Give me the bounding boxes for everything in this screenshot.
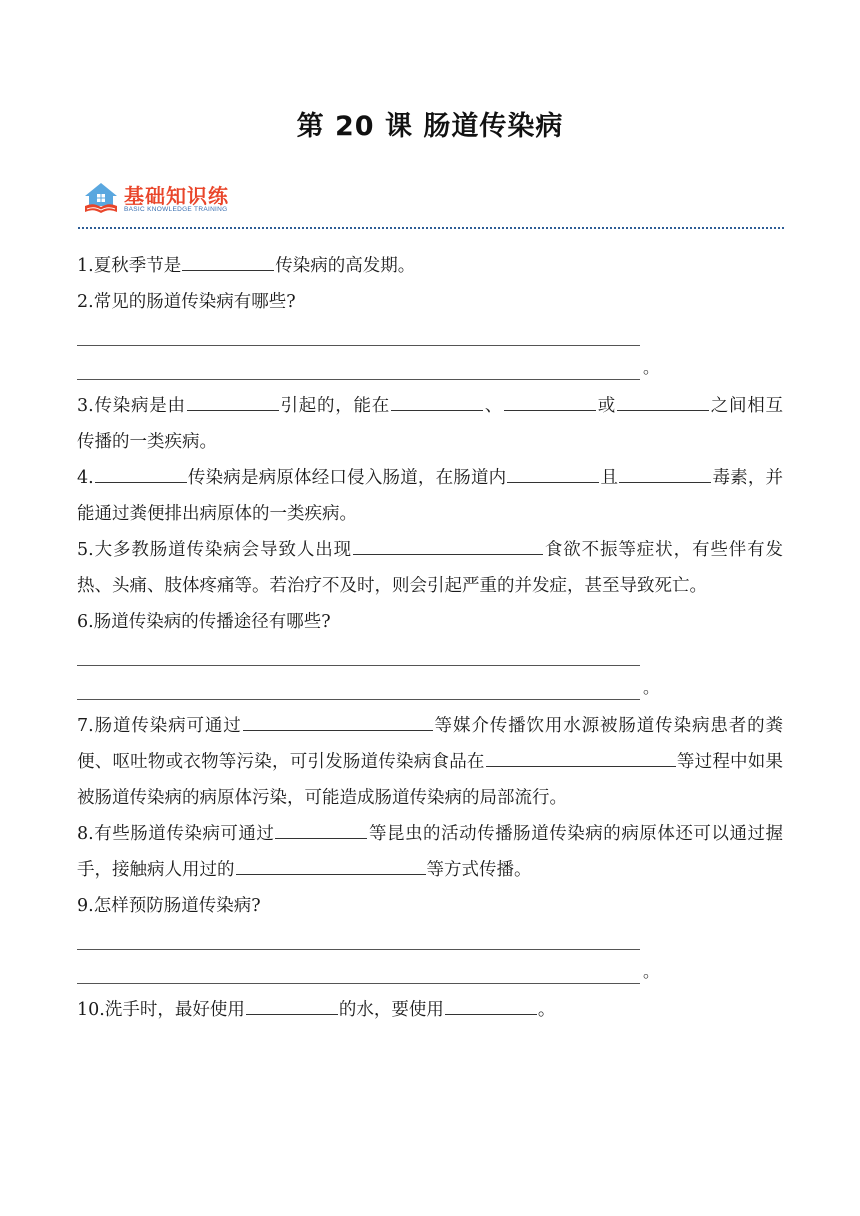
blank-field[interactable] [236,856,426,875]
blank-field[interactable] [486,748,676,767]
blank-field[interactable] [504,392,596,411]
blank-field[interactable] [617,392,709,411]
answer-line[interactable] [77,640,783,674]
blank-field[interactable] [275,820,367,839]
blank-field[interactable] [391,392,483,411]
blank-field[interactable] [353,536,543,555]
question-8: 8.有些肠道传染病可通过 等昆虫的活动传播肠道传染病的病原体还可以通过握手，接触病人用过的 等方式传播。 [77,816,783,888]
answer-line[interactable] [77,320,783,354]
blank-field[interactable] [619,464,711,483]
dotted-divider [78,227,784,229]
answer-line[interactable]: 。 [77,354,783,388]
banner-subtitle: BASIC KNOWLEDGE TRAINING [124,206,228,213]
blank-field[interactable] [187,392,279,411]
page-title: 第 20 课 肠道传染病 [296,111,564,142]
blank-field[interactable] [95,464,187,483]
answer-line[interactable] [77,924,783,958]
question-10: 10.洗手时，最好使用 的水，要使用 。 [77,992,783,1028]
banner-title: 基础知识练 [124,184,229,208]
section-banner [80,178,280,218]
question-5: 5.大多教肠道传染病会导致人出现 食欲不振等症状，有些伴有发热、头痛、肢体疼痛等。若治疗不及时，则会引起严重的并发症，甚至导致死亡。 [77,532,783,604]
blank-field[interactable] [507,464,599,483]
question-4: 4. 传染病是病原体经口侵入肠道，在肠道内 且 毒素，并能通过粪便排出病原体的一类疾病。 [77,460,783,532]
question-3: 3.传染病是由 引起的，能在 、 或 之间相互传播的一类疾病。 [77,388,783,460]
blank-field[interactable] [445,996,537,1015]
question-9: 9.怎样预防肠道传染病? [77,896,261,916]
question-list [77,248,783,1028]
question-1: 1.夏秋季节是 传染病的高发期。 [77,248,783,284]
blank-field[interactable] [243,712,433,731]
question-2: 2.常见的肠道传染病有哪些? [77,292,296,312]
question-7: 7.肠道传染病可通过 等媒介传播饮用水源被肠道传染病患者的粪便、呕吐物或衣物等污染，可引发肠道传染病食品在 等过程中如果被肠道传染病的病原体污染，可能造成肠道传染病的局部流行。 [77,708,783,816]
blank-field[interactable] [246,996,338,1015]
blank-field[interactable] [182,252,274,271]
answer-line[interactable]: 。 [77,958,783,992]
answer-line[interactable]: 。 [77,674,783,708]
question-6: 6.肠道传染病的传播途径有哪些? [77,612,331,632]
house-book-icon [83,182,119,214]
